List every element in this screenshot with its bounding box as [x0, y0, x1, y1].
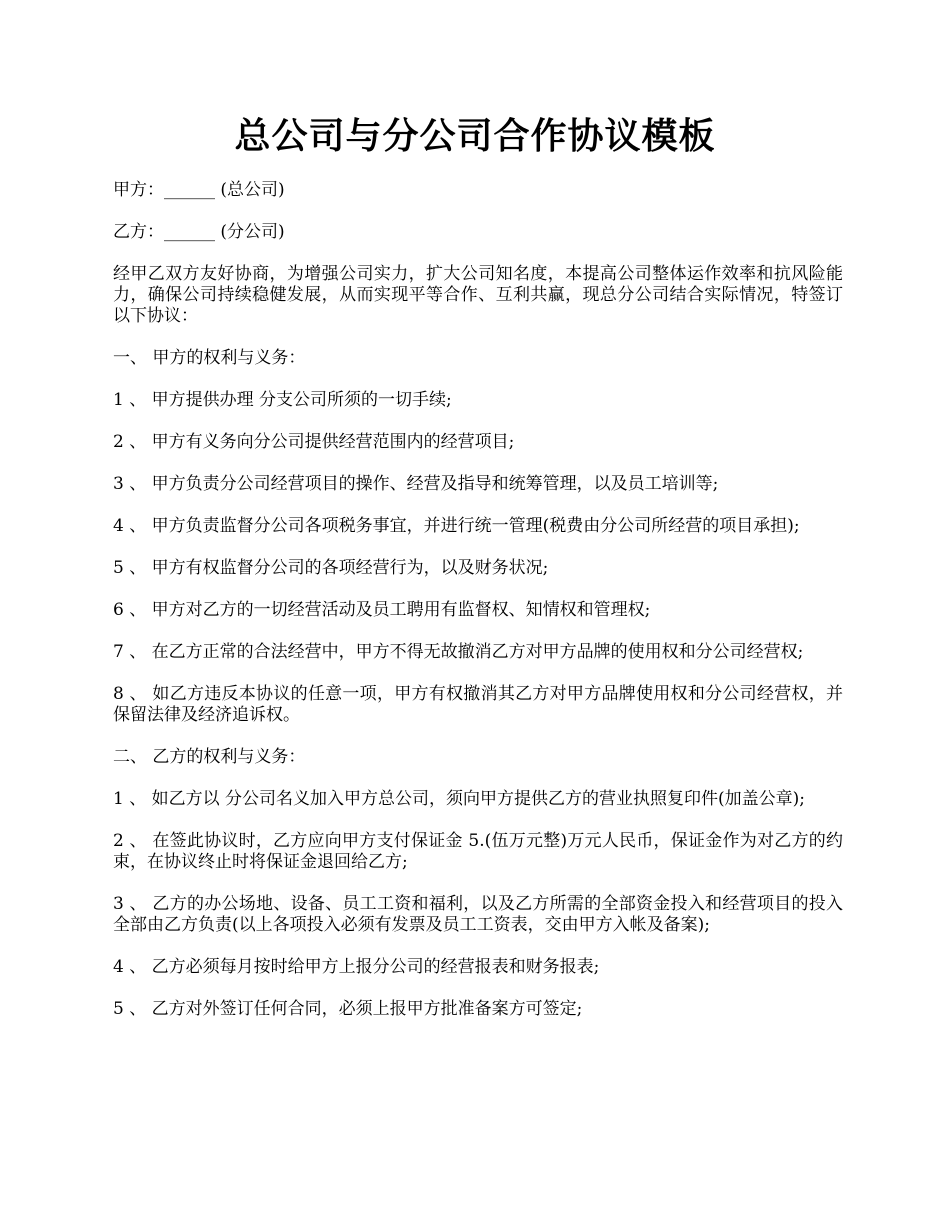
clause-b-4: 4 、 乙方必须每月按时给甲方上报分公司的经营报表和财务报表; — [113, 957, 600, 977]
party-a-line: 甲方：______ (总公司) — [113, 180, 285, 200]
section-heading-party-b: 二、 乙方的权利与义务： — [113, 747, 306, 767]
clause-a-2: 2 、 甲方有义务向分公司提供经营范围内的经营项目; — [113, 432, 515, 452]
document-body — [113, 180, 843, 1041]
clause-a-5: 5 、 甲方有权监督分公司的各项经营行为，以及财务状况; — [113, 558, 549, 578]
section-heading-party-a: 一、 甲方的权利与义务： — [113, 348, 306, 368]
clause-a-7: 7 、 在乙方正常的合法经营中，甲方不得无故撤消乙方对甲方品牌的使用权和分公司经营权; — [113, 642, 804, 662]
document-title: 总公司与分公司合作协议模板 — [234, 115, 716, 157]
clause-b-2: 2 、 在签此协议时，乙方应向甲方支付保证金 5.(伍万元整)万元人民币，保证金作为对乙方的约束，在协议终止时将保证金退回给乙方; — [113, 831, 843, 872]
clause-b-5: 5 、 乙方对外签订任何合同，必须上报甲方批准备案方可签定; — [113, 999, 583, 1019]
clause-a-8: 8 、 如乙方违反本协议的任意一项，甲方有权撤消其乙方对甲方品牌使用权和分公司经营权，并保留法律及经济追诉权。 — [113, 684, 843, 725]
clause-a-4: 4 、 甲方负责监督分公司各项税务事宜，并进行统一管理(税费由分公司所经营的项目承担); — [113, 516, 800, 536]
party-b-line: 乙方：______ (分公司) — [113, 222, 285, 242]
clause-a-3: 3 、 甲方负责分公司经营项目的操作、经营及指导和统筹管理，以及员工培训等; — [113, 474, 719, 494]
clause-a-6: 6 、 甲方对乙方的一切经营活动及员工聘用有监督权、知情权和管理权; — [113, 600, 651, 620]
clause-b-3: 3 、 乙方的办公场地、设备、员工工资和福利，以及乙方所需的全部资金投入和经营项目的投入全部由乙方负责(以上各项投入必须有发票及员工工资表，交由甲方入帐及备案); — [113, 894, 843, 935]
preamble-paragraph: 经甲乙双方友好协商，为增强公司实力，扩大公司知名度，本提高公司整体运作效率和抗风险能力，确保公司持续稳健发展，从而实现平等合作、互利共赢，现总分公司结合实际情况，特签订以下协议： — [113, 264, 843, 326]
clause-b-1: 1 、 如乙方以 分公司名义加入甲方总公司，须向甲方提供乙方的营业执照复印件(加盖公章); — [113, 789, 806, 809]
clause-a-1: 1 、 甲方提供办理 分支公司所须的一切手续; — [113, 390, 452, 410]
